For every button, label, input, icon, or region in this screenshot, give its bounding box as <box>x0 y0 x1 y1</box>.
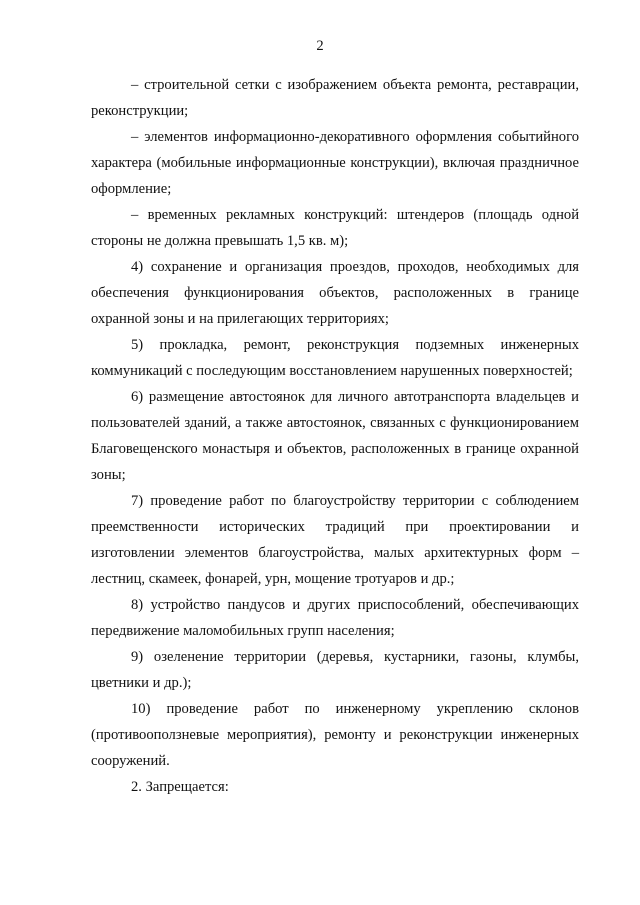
list-item-9-greening: 9) озеленение территории (деревья, кустарники, газоны, клумбы, цветники и др.); <box>91 649 579 691</box>
list-item-decorative-elements: – элементов информационно-декоративного оформления событийного характера (мобильные информационные конструкции), включая праздничное оформление; <box>91 129 579 197</box>
list-item-8-ramps: 8) устройство пандусов и других приспособлений, обеспечивающих передвижение маломобильных групп населения; <box>91 597 579 639</box>
list-item-7-landscaping: 7) проведение работ по благоустройству территории с соблюдением преемственности исторических традиций при проектировании и изготовлении элементов благоустройства, малых архитектурных форм – лестниц, скамеек, фонарей, урн, мощение тротуаров и др.; <box>91 493 579 587</box>
page-number: 2 <box>316 38 324 54</box>
list-item-4-passages: 4) сохранение и организация проездов, проходов, необходимых для обеспечения функционирования объектов, расположенных в границе охранной зоны и на прилегающих территориях; <box>91 259 579 327</box>
list-item-construction-grid: – строительной сетки с изображением объекта ремонта, реставрации, реконструкции; <box>91 77 579 119</box>
document-body <box>91 72 579 800</box>
list-item-temporary-ads: – временных рекламных конструкций: штендеров (площадь одной стороны не должна превышать 1,5 кв. м); <box>91 207 579 249</box>
section-heading-prohibited: 2. Запрещается: <box>131 779 229 795</box>
list-item-5-utilities: 5) прокладка, ремонт, реконструкция подземных инженерных коммуникаций с последующим восстановлением нарушенных поверхностей; <box>91 337 579 379</box>
list-item-6-parking: 6) размещение автостоянок для личного автотранспорта владельцев и пользователей зданий, а также автостоянок, связанных с функционированием Благовещенского монастыря и объектов, расположенных в границе охранной зоны; <box>91 389 579 483</box>
list-item-10-slopes: 10) проведение работ по инженерному укреплению склонов (противооползневые мероприятия), ремонту и реконструкции инженерных сооружений. <box>91 701 579 769</box>
